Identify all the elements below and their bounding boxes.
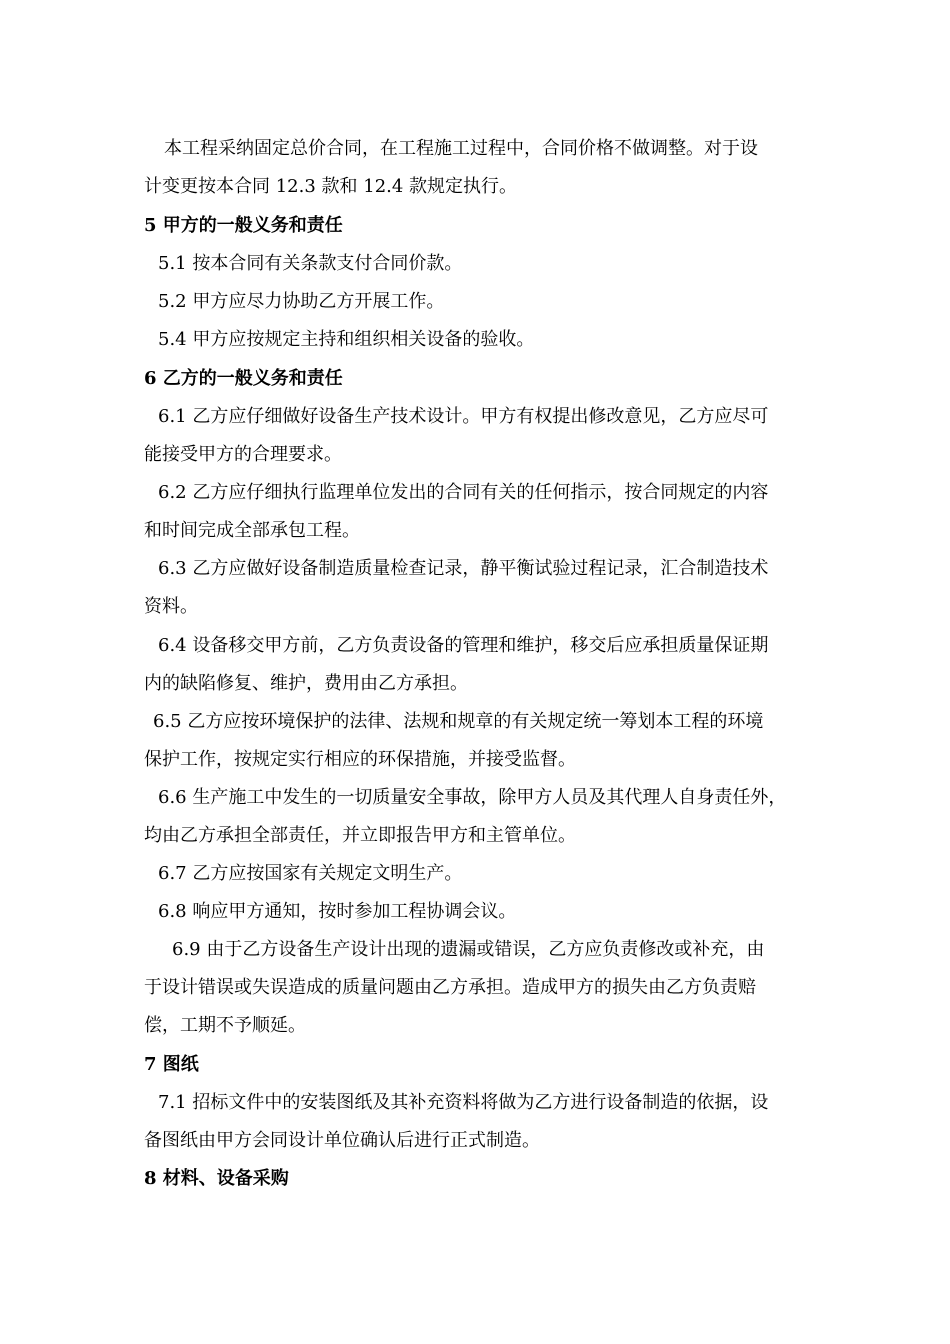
clause-6-2-line-2: 和时间完成全部承包工程。: [144, 520, 360, 541]
clause-6-7: 6.7 乙方应按国家有关规定文明生产。: [158, 863, 463, 884]
clause-6-9-line-2: 于设计错误或失误造成的质量问题由乙方承担。造成甲方的损失由乙方负责赔: [144, 977, 756, 998]
clause-6-5-line-2: 保护工作，按规定实行相应的环保措施，并接受监督。: [144, 749, 576, 770]
clause-6-9-line-3: 偿，工期不予顺延。: [144, 1015, 306, 1036]
clause-6-1-line-1: 6.1 乙方应仔细做好设备生产技术设计。甲方有权提出修改意见，乙方应尽可: [158, 406, 769, 427]
clause-6-9-line-1: 6.9 由于乙方设备生产设计出现的遗漏或错误，乙方应负责修改或补充，由: [172, 939, 765, 960]
intro-line-1: 本工程采纳固定总价合同，在工程施工过程中，合同价格不做调整。对于设: [164, 138, 758, 159]
section-6-heading: 6 乙方的一般义务和责任: [144, 368, 343, 389]
clause-6-2-line-1: 6.2 乙方应仔细执行监理单位发出的合同有关的任何指示，按合同规定的内容: [158, 482, 769, 503]
clause-7-1-line-2: 备图纸由甲方会同设计单位确认后进行正式制造。: [144, 1130, 540, 1151]
section-8-heading: 8 材料、设备采购: [144, 1168, 289, 1189]
clause-6-6-line-1: 6.6 生产施工中发生的一切质量安全事故，除甲方人员及其代理人自身责任外，: [158, 787, 787, 808]
section-5-heading: 5 甲方的一般义务和责任: [144, 215, 343, 236]
clause-5-2: 5.2 甲方应尽力协助乙方开展工作。: [158, 291, 445, 312]
clause-6-3-line-1: 6.3 乙方应做好设备制造质量检查记录，静平衡试验过程记录，汇合制造技术: [158, 558, 769, 579]
clause-6-1-line-2: 能接受甲方的合理要求。: [144, 444, 342, 465]
clause-5-1: 5.1 按本合同有关条款支付合同价款。: [158, 253, 463, 274]
clause-6-6-line-2: 均由乙方承担全部责任，并立即报告甲方和主管单位。: [144, 825, 576, 846]
clause-6-4-line-1: 6.4 设备移交甲方前，乙方负责设备的管理和维护，移交后应承担质量保证期: [158, 635, 769, 656]
clause-6-3-line-2: 资料。: [144, 596, 198, 617]
clause-7-1-line-1: 7.1 招标文件中的安装图纸及其补充资料将做为乙方进行设备制造的依据，设: [158, 1092, 769, 1113]
clause-5-4: 5.4 甲方应按规定主持和组织相关设备的验收。: [158, 329, 535, 350]
clause-6-4-line-2: 内的缺陷修复、维护，费用由乙方承担。: [144, 673, 468, 694]
clause-6-5-line-1: 6.5 乙方应按环境保护的法律、法规和规章的有关规定统一筹划本工程的环境: [153, 711, 764, 732]
section-7-heading: 7 图纸: [144, 1054, 199, 1075]
intro-line-2: 计变更按本合同 12.3 款和 12.4 款规定执行。: [144, 176, 518, 197]
clause-6-8: 6.8 响应甲方通知，按时参加工程协调会议。: [158, 901, 517, 922]
